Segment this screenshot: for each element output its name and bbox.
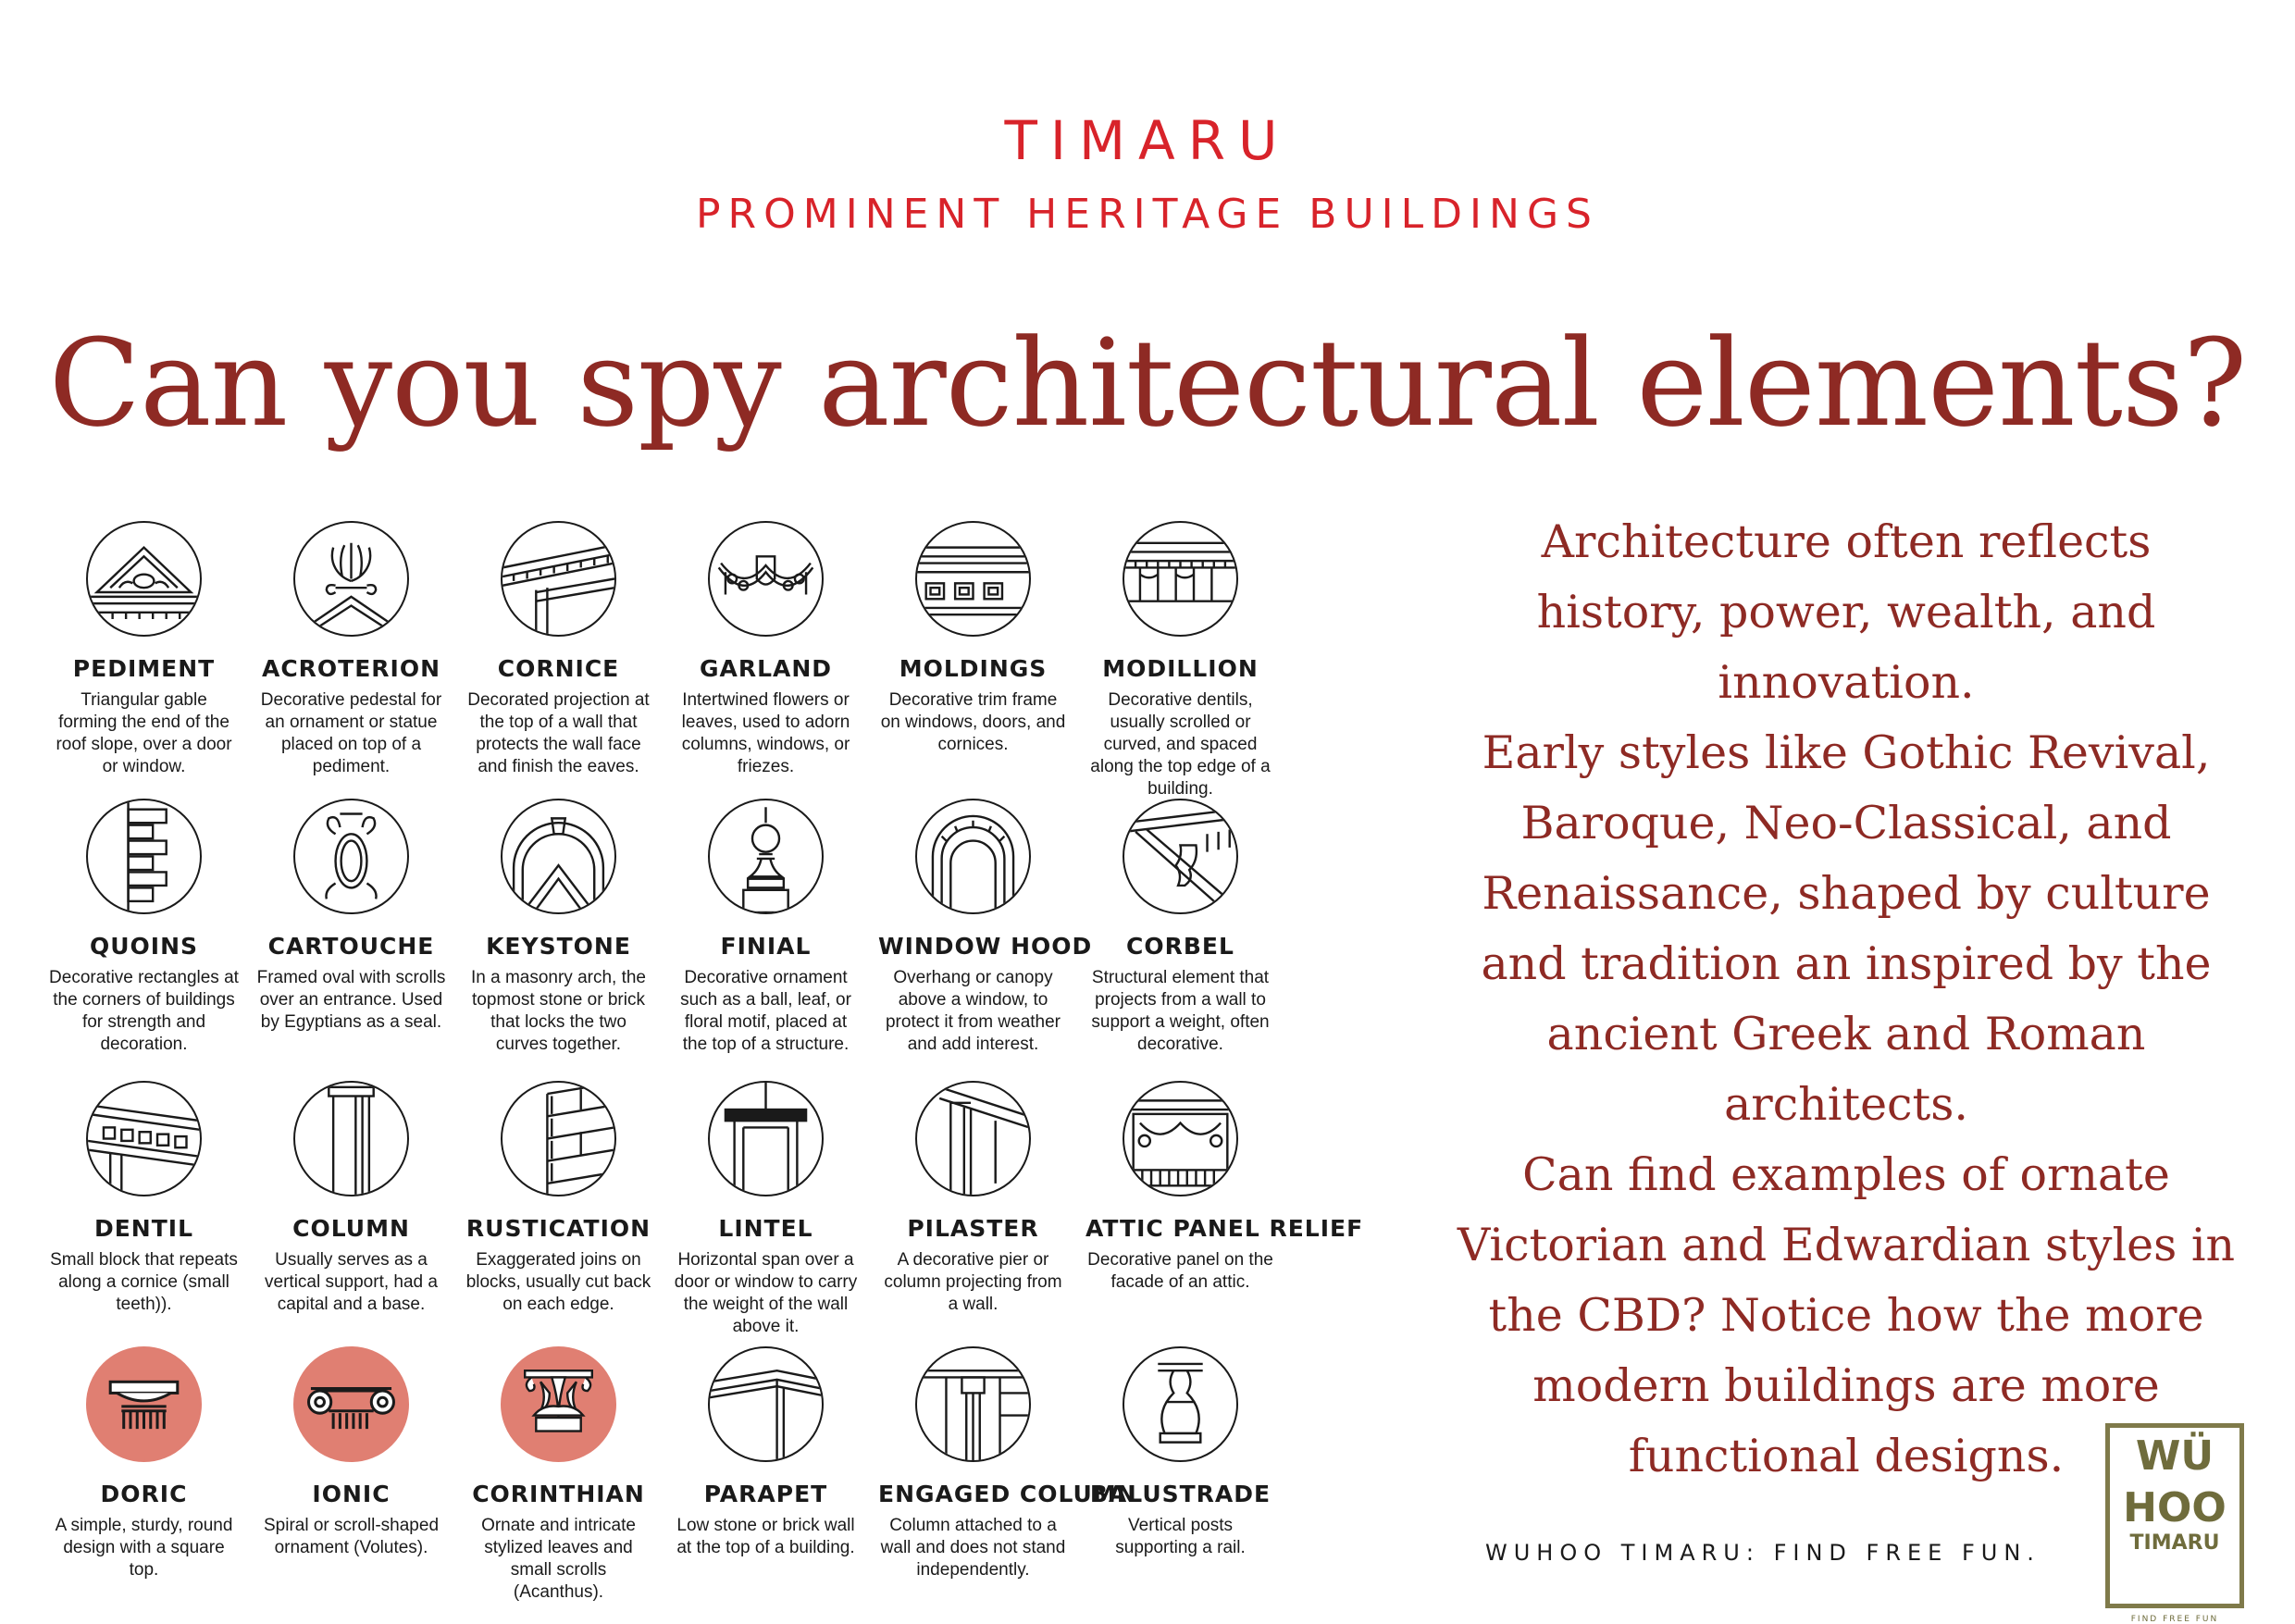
element-description: Decorative ornament such as a ball, leaf, or floral motif, placed at the top of a structure. (680, 968, 851, 1054)
element-title: CORNICE (497, 655, 620, 682)
balustrade-icon (1123, 1346, 1238, 1462)
quoins-icon (86, 799, 202, 914)
element-title: BALUSTRADE (1089, 1481, 1272, 1507)
element-description: Small block that repeats along a cornice (small teeth)). (50, 1250, 238, 1314)
element-card-parapet (671, 1346, 861, 1559)
wuhoo-logo (2105, 1423, 2244, 1608)
dentil-icon (86, 1081, 202, 1196)
page-subtitle: PROMINENT HERITAGE BUILDINGS (696, 191, 1599, 238)
element-title: MOLDINGS (899, 655, 1048, 682)
headline: Can you spy architectural elements? (48, 313, 2247, 453)
element-card-window-hood (878, 799, 1093, 1056)
logo-line-3: TIMARU (2129, 1531, 2220, 1555)
column-icon (293, 1081, 409, 1196)
element-card-dentil (49, 1081, 239, 1316)
element-description: Decorative pedestal for an ornament or statue placed on top of a pediment. (260, 690, 442, 776)
lintel-icon (708, 1081, 824, 1196)
element-description: Column attached to a wall and does not stand independently. (880, 1516, 1066, 1580)
element-description: Spiral or scroll-shaped ornament (Volutes). (263, 1516, 440, 1557)
element-card-pediment (49, 521, 239, 778)
element-card-finial (671, 799, 861, 1056)
brand-title: TIMARU (1004, 109, 1291, 172)
ionic-capital-icon (293, 1346, 409, 1462)
element-card-balustrade (1085, 1346, 1275, 1559)
element-description: Usually serves as a vertical support, had a capital and a base. (265, 1250, 438, 1314)
paragraph-cbd: Can find examples of ornate Victorian and Edwardian styles in the CBD? Notice how the more modern buildings are more functional designs. (1457, 1148, 2236, 1482)
element-card-corbel (1085, 799, 1275, 1056)
element-card-doric (49, 1346, 239, 1581)
keystone-icon (501, 799, 616, 914)
corbel-icon (1123, 799, 1238, 914)
element-card-column (256, 1081, 446, 1316)
element-description: Structural element that projects from a wall to support a weight, often decorative. (1091, 968, 1270, 1054)
element-description: Intertwined flowers or leaves, used to adorn columns, windows, or friezes. (681, 690, 850, 776)
finial-icon (708, 799, 824, 914)
element-card-attic-panel-relief (1085, 1081, 1364, 1294)
element-description: Horizontal span over a door or window to carry the weight of the wall above it. (674, 1250, 858, 1336)
element-card-keystone (464, 799, 653, 1056)
element-title: PEDIMENT (72, 655, 216, 682)
element-title: WINDOW HOOD (878, 933, 1093, 960)
element-card-modillion (1085, 521, 1275, 800)
element-card-cartouche (256, 799, 446, 1034)
element-title: LINTEL (718, 1215, 813, 1242)
element-title: CARTOUCHE (267, 933, 435, 960)
element-title: GARLAND (699, 655, 833, 682)
element-card-cornice (464, 521, 653, 778)
cornice-icon (501, 521, 616, 637)
logo-line-2: HOO (2123, 1484, 2227, 1531)
pediment-icon (86, 521, 202, 637)
element-description: Framed oval with scrolls over an entrance. Used by Egyptians as a seal. (256, 968, 446, 1032)
pilaster-icon (915, 1081, 1031, 1196)
element-description: Exaggerated joins on blocks, usually cut back on each edge. (465, 1250, 651, 1314)
element-card-lintel (671, 1081, 861, 1338)
moldings-icon (915, 521, 1031, 637)
element-title: CORBEL (1126, 933, 1234, 960)
element-description: Triangular gable forming the end of the roof slope, over a door or window. (56, 690, 232, 776)
rustication-icon (501, 1081, 616, 1196)
element-description: A simple, sturdy, round design with a square top. (55, 1516, 233, 1580)
element-title: PARAPET (703, 1481, 828, 1507)
element-card-garland (671, 521, 861, 778)
element-title: FINIAL (720, 933, 812, 960)
element-description: Decorative dentils, usually scrolled or curved, and spaced along the top edge of a building. (1090, 690, 1271, 799)
element-title: KEYSTONE (486, 933, 631, 960)
element-card-rustication (464, 1081, 653, 1316)
element-card-moldings (878, 521, 1068, 756)
paragraph-styles: Early styles like Gothic Revival, Baroque, Neo-Classical, and Renaissance, shaped by culture and tradition an inspired by the ancient Greek and Roman architects. (1481, 726, 2212, 1131)
doric-capital-icon (86, 1346, 202, 1462)
element-description: Low stone or brick wall at the top of a building. (676, 1516, 855, 1557)
element-description: A decorative pier or column projecting from a wall. (884, 1250, 1062, 1314)
element-card-pilaster (878, 1081, 1068, 1316)
logo-tagline: FIND FREE FUN (2130, 1615, 2219, 1624)
element-description: Decorative trim frame on windows, doors, and cornices. (880, 690, 1066, 754)
acroterion-icon (293, 521, 409, 637)
window-hood-icon (915, 799, 1031, 914)
element-description: Overhang or canopy above a window, to protect it from weather and add interest. (885, 968, 1061, 1054)
attic-panel-icon (1123, 1081, 1238, 1196)
element-description: Ornate and intricate stylized leaves and small scrolls (Acanthus). (481, 1516, 636, 1602)
element-description: In a masonry arch, the topmost stone or brick that locks the two curves together. (470, 968, 647, 1054)
element-card-quoins (49, 799, 239, 1056)
paragraph-intro: Architecture often reflects history, power, wealth, and innovation. (1536, 515, 2156, 709)
element-title: ENGAGED COLUMN (878, 1481, 1137, 1507)
element-description: Vertical posts supporting a rail. (1115, 1516, 1246, 1557)
element-title: MODILLION (1102, 655, 1259, 682)
element-card-ionic (256, 1346, 446, 1559)
element-title: COLUMN (292, 1215, 410, 1242)
element-title: ACROTERION (261, 655, 441, 682)
footer-tagline: WUHOO TIMARU: FIND FREE FUN. (1485, 1540, 2041, 1566)
modillion-icon (1123, 521, 1238, 637)
element-title: QUOINS (89, 933, 199, 960)
logo-line-1: WÜ (2135, 1432, 2214, 1480)
element-description: Decorative panel on the facade of an attic. (1087, 1250, 1273, 1292)
parapet-icon (708, 1346, 824, 1462)
element-title: CORINTHIAN (472, 1481, 645, 1507)
element-title: IONIC (312, 1481, 391, 1507)
element-card-acroterion (256, 521, 446, 778)
element-title: PILASTER (907, 1215, 1039, 1242)
engaged-column-icon (915, 1346, 1031, 1462)
element-title: DENTIL (93, 1215, 194, 1242)
garland-icon (708, 521, 824, 637)
corinthian-capital-icon (501, 1346, 616, 1462)
cartouche-icon (293, 799, 409, 914)
element-title: DORIC (100, 1481, 188, 1507)
element-card-corinthian (464, 1346, 653, 1604)
element-title: RUSTICATION (465, 1215, 651, 1242)
element-card-engaged-column (878, 1346, 1137, 1581)
element-description: Decorated projection at the top of a wall that protects the wall face and finish the eaves. (467, 690, 650, 776)
element-title: ATTIC PANEL RELIEF (1085, 1215, 1364, 1242)
element-description: Decorative rectangles at the corners of buildings for strength and decoration. (49, 968, 239, 1054)
